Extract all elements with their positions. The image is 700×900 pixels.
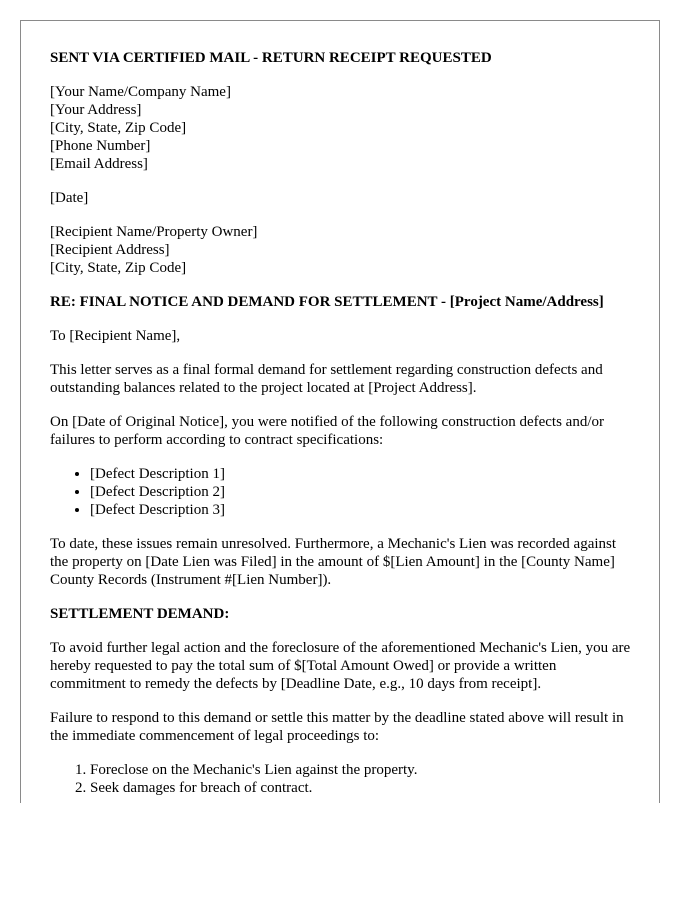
sender-phone: [Phone Number]: [50, 138, 151, 154]
sender-block: [50, 83, 635, 173]
recipient-address: [Recipient Address]: [50, 242, 170, 258]
recipient-name: [Recipient Name/Property Owner]: [50, 224, 258, 240]
sender-city-state-zip: [City, State, Zip Code]: [50, 120, 187, 136]
delivery-notice: SENT VIA CERTIFIED MAIL - RETURN RECEIPT REQUESTED: [50, 50, 492, 66]
intro-paragraph: This letter serves as a final formal demand for settlement regarding construction defects and outstanding balances related to the project located at [Project Address].: [50, 362, 603, 396]
subject-line: RE: FINAL NOTICE AND DEMAND FOR SETTLEMENT - [Project Name/Address]: [50, 294, 604, 310]
settlement-heading: SETTLEMENT DEMAND:: [50, 606, 230, 622]
list-item: • [Defect Description 1]: [90, 465, 635, 483]
recipient-block: [50, 223, 635, 277]
lien-paragraph: To date, these issues remain unresolved. Furthermore, a Mechanic's Lien was recorded against the property on [Date Lien was Filed] in the amount of $[Lien Amount] in the [County Name] County Records (Instrument #[Lien Number]).: [50, 536, 617, 588]
list-item: 2. Seek damages for breach of contract.: [90, 779, 635, 797]
sender-email: [Email Address]: [50, 156, 148, 172]
letter-page: [20, 20, 660, 803]
notice-paragraph: On [Date of Original Notice], you were notified of the following construction defects and/or failures to perform according to contract specifications:: [50, 414, 604, 448]
failure-paragraph: Failure to respond to this demand or settle this matter by the deadline stated above will result in the immediate commencement of legal proceedings to:: [50, 710, 624, 744]
defect-list: [50, 465, 635, 519]
proceedings-list: [50, 761, 635, 797]
recipient-city-state-zip: [City, State, Zip Code]: [50, 260, 187, 276]
letter-date: [Date]: [50, 190, 89, 206]
sender-name: [Your Name/Company Name]: [50, 84, 231, 100]
letter-content: [50, 49, 635, 803]
sender-address: [Your Address]: [50, 102, 142, 118]
list-item: 1. Foreclose on the Mechanic's Lien against the property.: [90, 761, 635, 779]
list-item: • [Defect Description 2]: [90, 483, 635, 501]
salutation: To [Recipient Name],: [50, 328, 181, 344]
list-item: • [Defect Description 3]: [90, 501, 635, 519]
settlement-paragraph: To avoid further legal action and the foreclosure of the aforementioned Mechanic's Lien, you are hereby requested to pay the total sum of $[Total Amount Owed] or provide a written commitment to remedy the defects by [Deadline Date, e.g., 10 days from receipt].: [50, 640, 631, 692]
